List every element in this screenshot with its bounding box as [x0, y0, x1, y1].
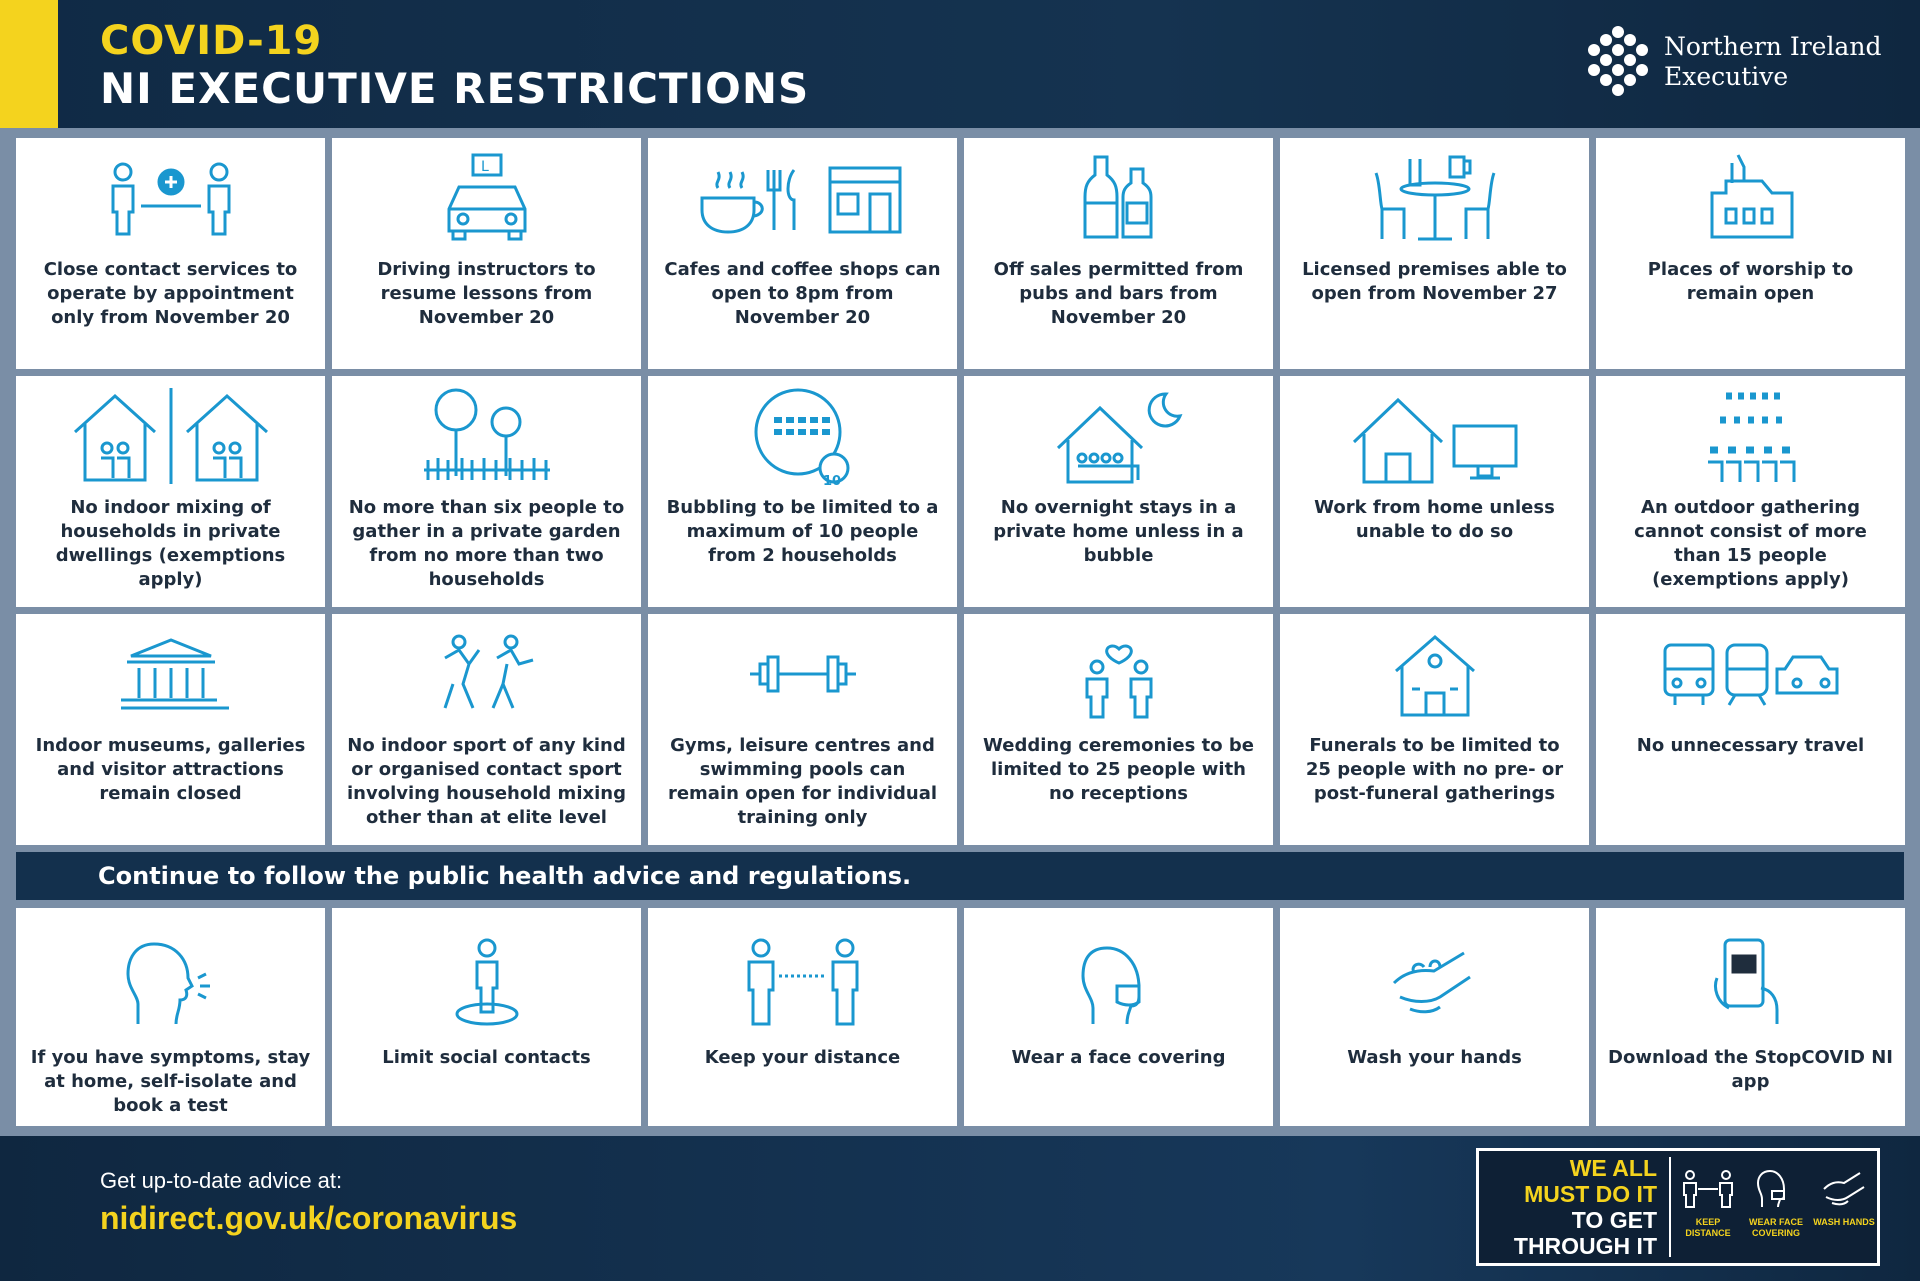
restriction-text: Driving instructors to resume lessons from November 20	[377, 259, 596, 328]
footer	[0, 1136, 1920, 1281]
church-icon	[1706, 153, 1796, 243]
pub-table-icon	[1370, 153, 1500, 243]
header	[0, 0, 1920, 128]
restriction-text: Close contact services to operate by appointment only from November 20	[43, 259, 298, 328]
restriction-card	[332, 138, 641, 369]
restriction-card	[964, 376, 1273, 607]
restriction-text: No indoor mixing of households in private dwellings (exemptions apply)	[55, 497, 286, 590]
advice-card	[332, 908, 641, 1126]
badge-divider	[1669, 1157, 1671, 1257]
crowd-icon	[1696, 386, 1806, 486]
chapel-icon	[1390, 629, 1480, 719]
restriction-card	[1596, 614, 1905, 845]
close-contact-icon	[101, 158, 241, 238]
page-title-line1: COVID-19	[100, 18, 323, 64]
restriction-card	[1280, 614, 1589, 845]
wash-hands-small-icon	[1822, 1169, 1866, 1209]
restriction-card	[1280, 138, 1589, 369]
advice-text: Limit social contacts	[382, 1047, 591, 1068]
cafe-icon	[698, 158, 908, 238]
restriction-text: Off sales permitted from pubs and bars from November 20	[993, 259, 1244, 328]
badge-keep-distance	[1677, 1169, 1739, 1239]
advice-card	[964, 908, 1273, 1126]
badge-keep-distance-label: KEEP DISTANCE	[1685, 1217, 1731, 1238]
restriction-text: Funerals to be limited to 25 people with no pre- or post-funeral gatherings	[1305, 735, 1564, 804]
sport-icon	[437, 634, 537, 714]
bubble-count-badge: 10	[822, 474, 842, 489]
badge-slogan-line1: WE ALL	[1569, 1155, 1657, 1181]
logo-text-line2: Executive	[1664, 62, 1789, 91]
restriction-text: No more than six people to gather in a private garden from no more than two households	[348, 497, 625, 590]
bubble-icon	[748, 386, 858, 486]
restriction-card	[16, 376, 325, 607]
restriction-text: No indoor sport of any kind or organised contact sport involving household mixing other than at elite level	[347, 735, 626, 828]
badge-wash-hands	[1813, 1169, 1875, 1228]
restrictions-grid	[16, 138, 1904, 845]
house-night-icon	[1054, 386, 1184, 486]
advice-text: Wash your hands	[1347, 1047, 1522, 1068]
badge-slogan-line4: THROUGH IT	[1513, 1233, 1657, 1259]
restriction-card	[1596, 376, 1905, 607]
restriction-card	[16, 614, 325, 845]
svg-text:L: L	[480, 159, 489, 175]
restriction-card	[648, 614, 957, 845]
face-covering-icon	[1079, 938, 1159, 1028]
ni-executive-logo	[1582, 20, 1902, 110]
symptoms-icon	[126, 938, 216, 1028]
restriction-text: Gyms, leisure centres and swimming pools can remain open for individual training only	[667, 735, 938, 828]
advice-banner-text: Continue to follow the public health advice and regulations.	[98, 862, 912, 890]
distance-icon	[743, 938, 863, 1028]
advice-text: If you have symptoms, stay at home, self-isolate and book a test	[30, 1047, 311, 1116]
restriction-text: No overnight stays in a private home unless in a bubble	[993, 497, 1244, 566]
social-contacts-icon	[452, 938, 522, 1028]
badge-face-covering-label: WEAR FACE COVERING	[1749, 1217, 1803, 1238]
advice-text: Wear a face covering	[1011, 1047, 1226, 1068]
advice-card	[648, 908, 957, 1126]
dumbbell-icon	[748, 649, 858, 699]
restriction-text: Work from home unless unable to do so	[1314, 497, 1555, 542]
advice-text: Keep your distance	[704, 1047, 901, 1068]
restriction-card	[964, 614, 1273, 845]
restriction-text: Licensed premises able to open from November 27	[1302, 259, 1567, 304]
restriction-card	[332, 614, 641, 845]
logo-text-line1: Northern Ireland	[1664, 32, 1882, 61]
restriction-card	[964, 138, 1273, 369]
footer-url-link[interactable]: nidirect.gov.uk/coronavirus	[100, 1200, 518, 1236]
restriction-text: An outdoor gathering cannot consist of more than 15 people (exemptions apply)	[1634, 497, 1867, 590]
restriction-card	[332, 376, 641, 607]
transport-icon	[1661, 639, 1841, 709]
page-title-line2: NI EXECUTIVE RESTRICTIONS	[100, 64, 810, 113]
advice-banner	[16, 852, 1904, 900]
restriction-text: Wedding ceremonies to be limited to 25 people with no receptions	[983, 735, 1254, 804]
restriction-text: Bubbling to be limited to a maximum of 10 people from 2 households	[666, 497, 939, 566]
phone-app-icon	[1711, 938, 1791, 1028]
bottles-icon	[1079, 153, 1159, 243]
learner-car-icon	[437, 153, 537, 243]
advice-grid	[16, 908, 1904, 1126]
footer-lead-text: Get up-to-date advice at:	[100, 1168, 343, 1193]
advice-card	[1596, 908, 1905, 1126]
badge-slogan-line2: MUST DO IT	[1524, 1181, 1657, 1207]
advice-text: Download the StopCOVID NI app	[1608, 1047, 1893, 1092]
advice-card	[1280, 908, 1589, 1126]
garden-icon	[422, 386, 552, 486]
advice-card	[16, 908, 325, 1126]
badge-face-covering	[1745, 1169, 1807, 1239]
households-icon	[71, 386, 271, 486]
hexagon-logo-icon	[1582, 22, 1654, 102]
restriction-text: Places of worship to remain open	[1647, 259, 1854, 304]
badge-wash-hands-label: WASH HANDS	[1813, 1217, 1875, 1227]
restriction-text: Indoor museums, galleries and visitor attractions remain closed	[35, 735, 306, 804]
face-covering-small-icon	[1756, 1169, 1796, 1209]
museum-icon	[111, 634, 231, 714]
keep-distance-icon	[1680, 1169, 1736, 1209]
restriction-text: No unnecessary travel	[1636, 735, 1865, 756]
restriction-card	[1596, 138, 1905, 369]
restriction-card	[648, 376, 957, 607]
campaign-badge	[1476, 1148, 1880, 1266]
restriction-text: Cafes and coffee shops can open to 8pm from November 20	[664, 259, 941, 328]
wedding-icon	[1079, 629, 1159, 719]
work-from-home-icon	[1350, 386, 1520, 486]
restriction-card	[648, 138, 957, 369]
restriction-card	[16, 138, 325, 369]
wash-hands-icon	[1390, 943, 1480, 1023]
restriction-card	[1280, 376, 1589, 607]
badge-slogan-line3: TO GET	[1571, 1207, 1657, 1233]
accent-bar	[0, 0, 58, 128]
